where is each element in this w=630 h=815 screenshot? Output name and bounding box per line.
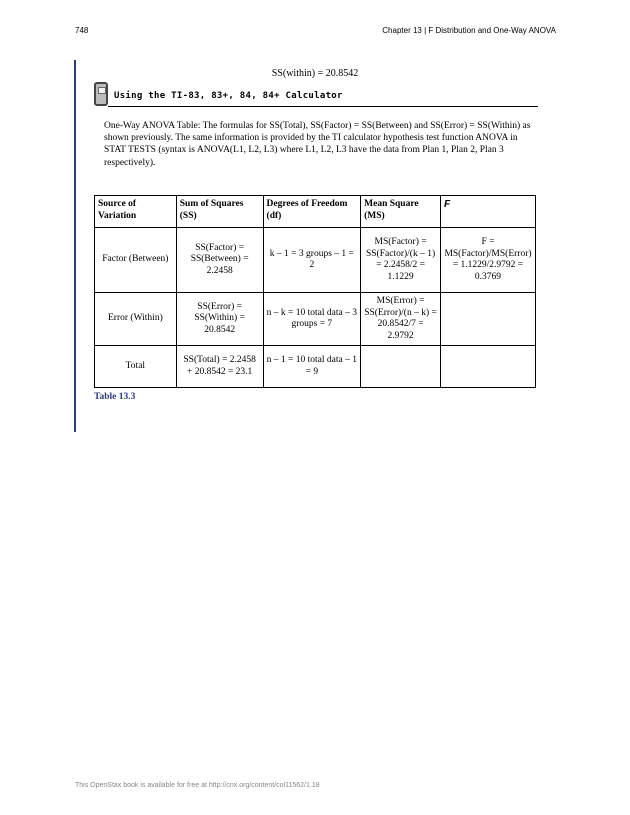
table-cell: SS(Total) = 2.2458 + 20.8542 = 23.1 <box>176 346 263 388</box>
table-header-row <box>95 196 536 228</box>
header-source: Source of Variation <box>95 196 177 228</box>
table-cell: Error (Within) <box>95 293 177 346</box>
side-rule <box>74 60 76 432</box>
section-divider <box>108 106 538 107</box>
chapter-title: Chapter 13 | F Distribution and One-Way ANOVA <box>382 26 556 35</box>
table-cell: F = MS(Factor)/MS(Error) = 1.1229/2.9792 = 0.3769 <box>440 228 535 293</box>
table-cell: k – 1 = 3 groups – 1 = 2 <box>263 228 361 293</box>
table-cell: MS(Factor) = SS(Factor)/(k – 1) = 2.2458/2 = 1.1229 <box>361 228 441 293</box>
table-cell: n – k = 10 total data – 3 groups = 7 <box>263 293 361 346</box>
table-cell: Total <box>95 346 177 388</box>
table-row <box>95 293 536 346</box>
table-cell: SS(Factor) = SS(Between) = 2.2458 <box>176 228 263 293</box>
table-cell: SS(Error) = SS(Within) = 20.8542 <box>176 293 263 346</box>
table-row <box>95 346 536 388</box>
header-sum-of-squares: Sum of Squares (SS) <box>176 196 263 228</box>
table-cell <box>361 346 441 388</box>
calculator-icon <box>94 82 108 106</box>
header-degrees-of-freedom: Degrees of Freedom (df) <box>263 196 361 228</box>
header-mean-square: Mean Square (MS) <box>361 196 441 228</box>
calculator-section-title: Using the TI-83, 83+, 84, 84+ Calculator <box>114 91 343 101</box>
page-number: 748 <box>75 26 89 35</box>
table-cell <box>440 293 535 346</box>
ss-within-formula: SS(within) = 20.8542 <box>271 68 359 79</box>
anova-table <box>94 195 536 388</box>
table-cell: n – 1 = 10 total data – 1 = 9 <box>263 346 361 388</box>
header-f: F <box>440 196 535 228</box>
table-caption: Table 13.3 <box>94 392 136 402</box>
table-row <box>95 228 536 293</box>
table-cell <box>440 346 535 388</box>
body-paragraph: One-Way ANOVA Table: The formulas for SS(Total), SS(Factor) = SS(Between) and SS(Error) = SS(Within) as shown previously. The same information is provided by the TI calculator hypothesis test function ANOVA in STAT TESTS (syntax is ANOVA(L1, L2, L3) where L1, L2, L3 have the data from Plan 1, Plan 2, Plan 3 respectively). <box>104 121 531 168</box>
table-cell: Factor (Between) <box>95 228 177 293</box>
footer-text: This OpenStax book is available for free at http://cnx.org/content/col11562/1.18 <box>75 782 320 789</box>
table-cell: MS(Error) = SS(Error)/(n – k) = 20.8542/7 = 2.9792 <box>361 293 441 346</box>
